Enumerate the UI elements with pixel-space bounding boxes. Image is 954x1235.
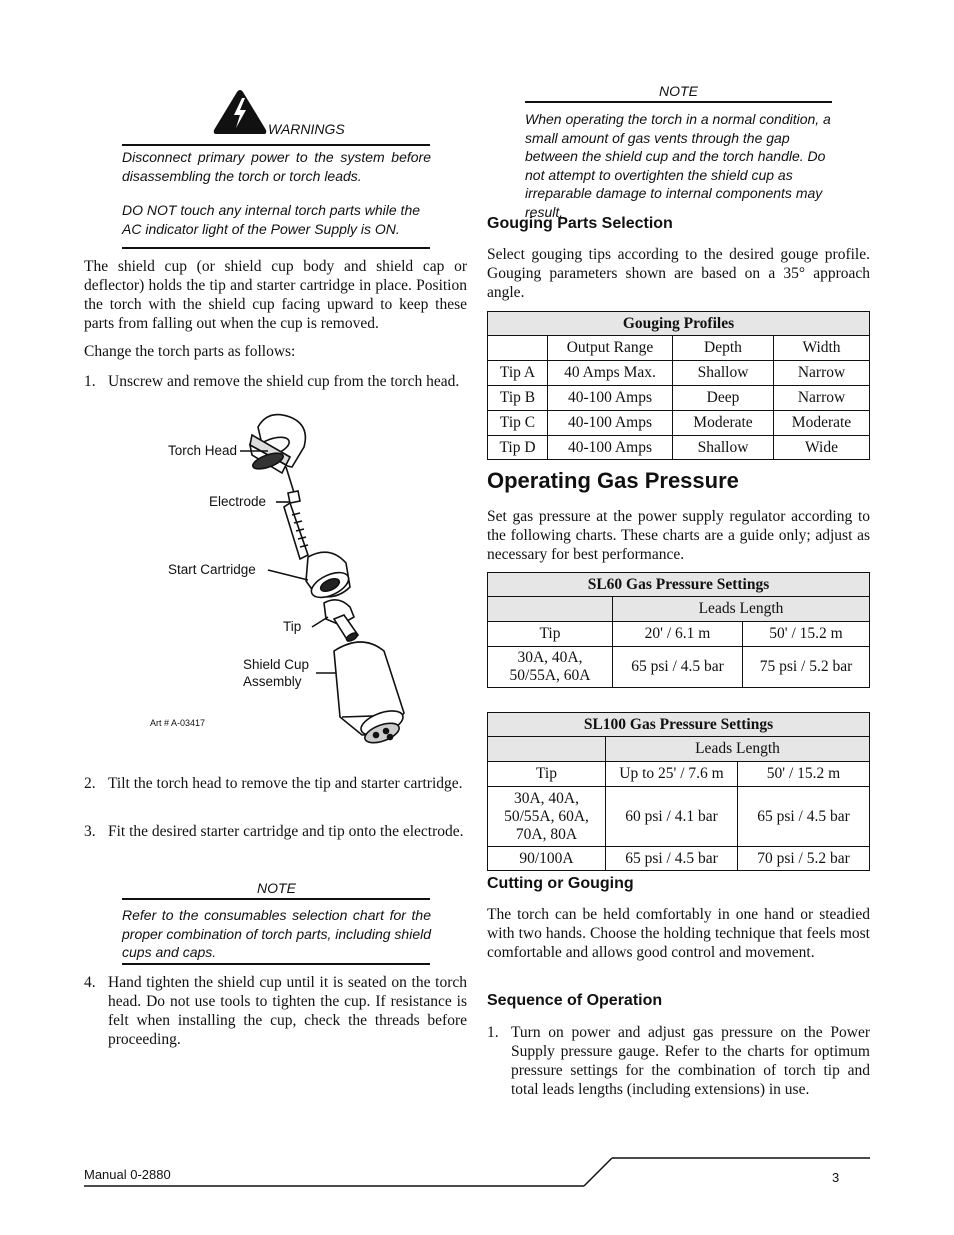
table-cell: Deep — [673, 386, 774, 411]
warning-para-1: Disconnect primary power to the system before disassembling the torch or torch leads. — [122, 149, 431, 184]
table-row — [488, 411, 870, 436]
table-row — [488, 436, 870, 460]
table-cell: 65 psi / 4.5 bar — [606, 847, 738, 871]
label-shield-cup-line1: Shield Cup — [243, 657, 310, 672]
sl100-pressure-table — [487, 712, 870, 871]
gouging-table-title: Gouging Profiles — [488, 312, 870, 336]
sl60-col-50ft: 50' / 15.2 m — [743, 622, 870, 647]
sl60-row-tip-line2: 50/55A, 60A — [509, 667, 591, 684]
table-cell: 60 psi / 4.1 bar — [606, 787, 738, 847]
sl60-pressure-table — [487, 572, 870, 688]
step-4-text: Hand tighten the shield cup until it is seated on the torch head. Do not use tools to tighten the cup. If resistance is felt when installing the cup, check the threads before proceeding. — [108, 974, 467, 1048]
label-start-cartridge: Start Cartridge — [168, 562, 256, 577]
sl60-table-title: SL60 Gas Pressure Settings — [488, 573, 870, 597]
sl100-row1-tip — [488, 787, 606, 847]
warning-icon — [212, 88, 268, 136]
table-cell: 75 psi / 5.2 bar — [743, 647, 870, 688]
sl100-row1-tip-line1: 30A, 40A, — [513, 789, 579, 807]
sl100-col-50ft: 50' / 15.2 m — [738, 762, 870, 787]
sl60-col-20ft: 20' / 6.1 m — [613, 622, 743, 647]
table-row — [488, 847, 870, 871]
cutting-heading: Cutting or Gouging — [487, 875, 634, 892]
footer-rule — [84, 1156, 870, 1188]
gas-pressure-heading: Operating Gas Pressure — [487, 468, 739, 493]
table-cell: Tip A — [488, 361, 548, 386]
step-2-number: 2. — [84, 775, 96, 792]
label-electrode: Electrode — [209, 494, 267, 509]
sequence-step-1-number: 1. — [487, 1024, 499, 1041]
art-number: Art # A-03417 — [150, 718, 206, 728]
gouging-parts-paragraph: Select gouging tips according to the desired gouge profile. Gouging parameters shown are based on a 35° approach angle. — [487, 246, 870, 301]
sl60-row-tip-line1: 30A, 40A, — [517, 649, 583, 666]
cutting-paragraph: The torch can be held comfortably in one hand or steadied with two hands. Choose the holding technique that feels most comfortable and allows good control and movement. — [487, 906, 870, 961]
warning-para-2: DO NOT touch any internal torch parts while the AC indicator light of the Power Supply is ON. — [122, 202, 421, 237]
note-left-top-rule — [122, 898, 430, 900]
change-parts-text: Change the torch parts as follows: — [84, 343, 296, 360]
table-cell: 40 Amps Max. — [548, 361, 673, 386]
gouging-profiles-table — [487, 311, 870, 460]
sl100-row1-tip-line3: 70A, 80A — [515, 825, 578, 843]
table-cell: Shallow — [673, 436, 774, 460]
table-row — [488, 361, 870, 386]
sl60-empty-cell — [488, 597, 613, 622]
sequence-heading: Sequence of Operation — [487, 992, 663, 1009]
table-cell: Tip C — [488, 411, 548, 436]
warning-bottom-rule — [122, 247, 430, 249]
table-cell: Wide — [774, 436, 870, 460]
table-cell: Tip B — [488, 386, 548, 411]
sl60-col-tip: Tip — [488, 622, 613, 647]
sl100-col-tip: Tip — [488, 762, 606, 787]
table-cell: Narrow — [774, 386, 870, 411]
step-3 — [84, 822, 467, 841]
step-1-text: Unscrew and remove the shield cup from the torch head. — [108, 373, 460, 390]
footer-page-number: 3 — [832, 1170, 840, 1185]
sl100-empty-cell — [488, 737, 606, 762]
intro-paragraph: The shield cup (or shield cup body and shield cap or deflector) holds the tip and starter cartridge in place. Position the torch with the shield cup facing upward to keep these parts from falling out when the cup is removed. — [84, 258, 467, 332]
note-left-text: Refer to the consumables selection chart for the proper combination of torch parts, including shield cups and caps. — [122, 907, 431, 960]
sequence-step-1 — [487, 1023, 870, 1099]
gouging-table-corner — [488, 336, 548, 361]
step-4 — [84, 973, 467, 1049]
step-2-text: Tilt the torch head to remove the tip and starter cartridge. — [108, 775, 463, 792]
table-cell: 40-100 Amps — [548, 436, 673, 460]
step-4-number: 4. — [84, 974, 96, 991]
step-1 — [84, 372, 467, 391]
gouging-col-width: Width — [774, 336, 870, 361]
table-cell: 65 psi / 4.5 bar — [613, 647, 743, 688]
gouging-parts-heading: Gouging Parts Selection — [487, 215, 673, 232]
table-cell: Moderate — [673, 411, 774, 436]
table-cell: Narrow — [774, 361, 870, 386]
table-row — [488, 386, 870, 411]
label-shield-cup-line2: Assembly — [243, 674, 302, 689]
sl100-table-title: SL100 Gas Pressure Settings — [488, 713, 870, 737]
sl60-row-tip — [488, 647, 613, 688]
table-row — [488, 647, 870, 688]
table-cell: 90/100A — [488, 847, 606, 871]
step-1-number: 1. — [84, 373, 96, 390]
sl60-leads-length: Leads Length — [613, 597, 870, 622]
step-3-number: 3. — [84, 823, 96, 840]
label-torch-head: Torch Head — [168, 443, 238, 458]
step-2 — [84, 774, 467, 793]
warning-top-rule — [122, 144, 430, 146]
table-cell: 70 psi / 5.2 bar — [738, 847, 870, 871]
gouging-col-output-range: Output Range — [548, 336, 673, 361]
sequence-step-1-text: Turn on power and adjust gas pressure on the Power Supply pressure gauge. Refer to the charts for optimum pressure settings for the combination of torch tip and total leads lengths (including extensions) in use. — [511, 1024, 870, 1098]
sl100-leads-length: Leads Length — [606, 737, 870, 762]
table-cell: 40-100 Amps — [548, 386, 673, 411]
sl100-row1-tip-line2: 50/55A, 60A, — [504, 807, 589, 825]
table-row — [488, 787, 870, 847]
gas-pressure-paragraph: Set gas pressure at the power supply regulator according to the following charts. These charts are a guide only; adjust as necessary for best performance. — [487, 508, 870, 563]
step-3-text: Fit the desired starter cartridge and tip onto the electrode. — [108, 823, 464, 840]
sl100-col-25ft: Up to 25' / 7.6 m — [606, 762, 738, 787]
table-cell: Shallow — [673, 361, 774, 386]
label-tip: Tip — [283, 619, 302, 634]
table-cell: 65 psi / 4.5 bar — [738, 787, 870, 847]
gouging-col-depth: Depth — [673, 336, 774, 361]
note-right-top-rule — [525, 101, 832, 103]
table-cell: Moderate — [774, 411, 870, 436]
warning-heading: WARNINGS — [268, 121, 345, 137]
table-cell: 40-100 Amps — [548, 411, 673, 436]
note-left-bottom-rule — [122, 963, 430, 965]
note-right-heading: NOTE — [659, 83, 698, 99]
note-right-text: When operating the torch in a normal condition, a small amount of gas vents through the gap between the shield cup and the torch handle. Do not attempt to overtighten the shield cup as irreparable damage to internal components may result. — [525, 111, 831, 220]
table-cell: Tip D — [488, 436, 548, 460]
footer-manual-number: Manual 0-2880 — [84, 1167, 171, 1182]
note-left-heading: NOTE — [257, 880, 296, 896]
